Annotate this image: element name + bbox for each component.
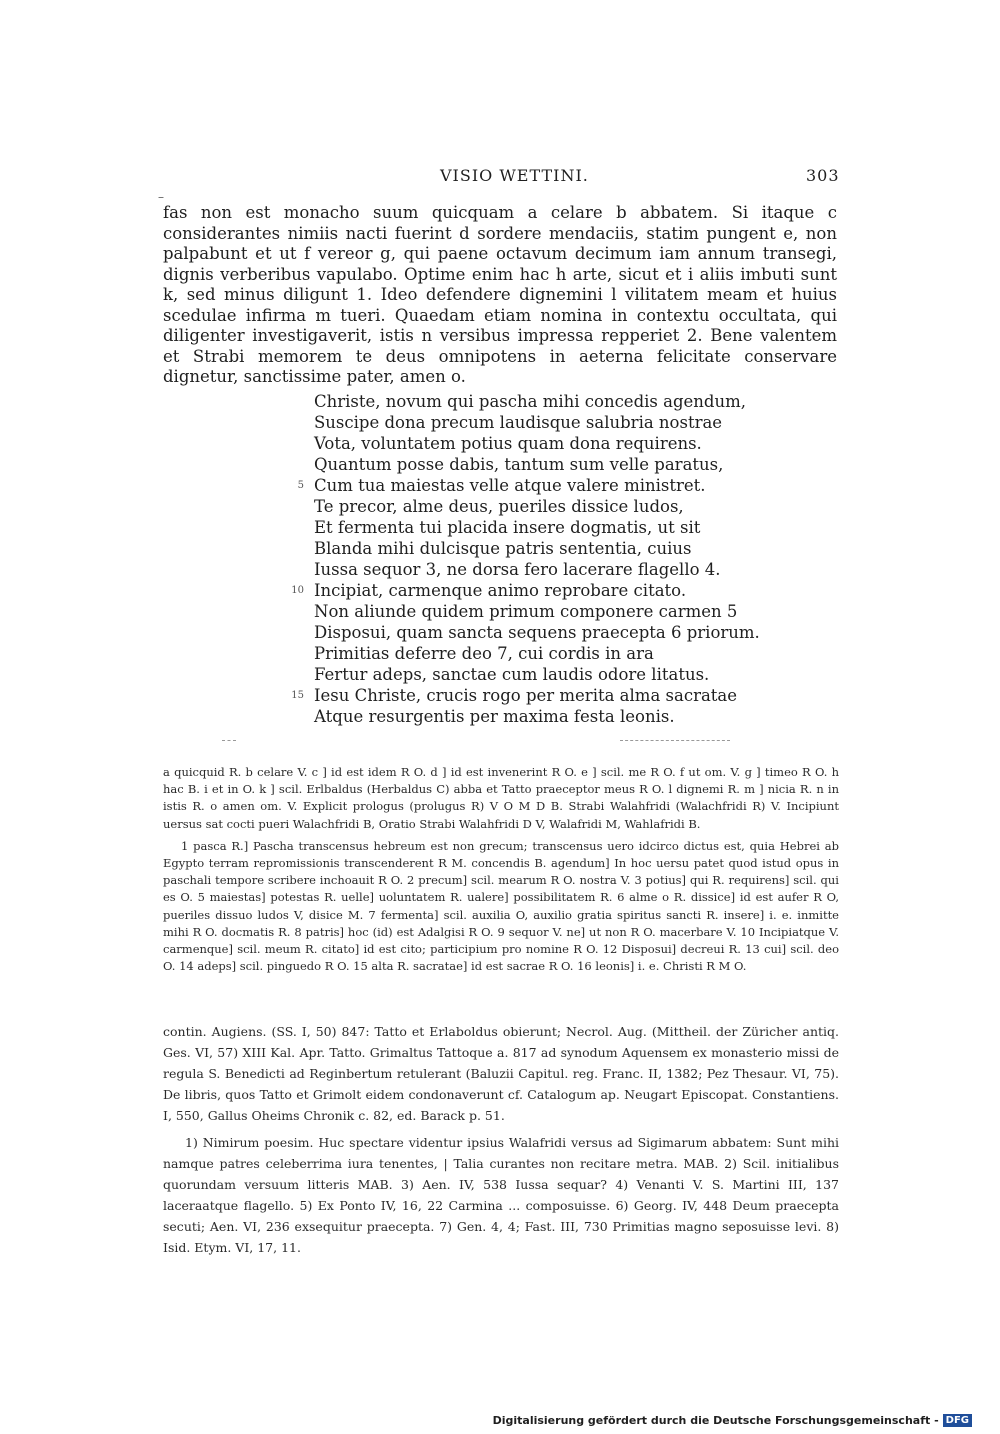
- verse-line: [297, 475, 760, 496]
- verse-line: [314, 454, 760, 475]
- verse-text: Incipiat, carmenque animo reprobare citato.: [314, 581, 687, 600]
- separator-rule: [222, 740, 236, 741]
- verse-text: Quantum posse dabis, tantum sum velle paratus,: [314, 455, 724, 474]
- verse-text: Disposui, quam sancta sequens praecepta 6 priorum.: [314, 623, 760, 642]
- verse-text: Christe, novum qui pascha mihi concedis agendum,: [314, 392, 746, 411]
- line-number: 5: [297, 480, 304, 491]
- footnote-references: 1) Nimirum poesim. Huc spectare videntur ipsius Walafridi versus ad Sigimarum abbatem: Sunt mihi namque patres celeberrima iura tenentes, | Talia curantes non recitare metra. MAB. 2) Scil. initialibus quorundam versuum litteris MAB. 3) Aen. IV, 538 Iussa sequar? 4) Venanti V. S. Martini III, 137 laceraatque flagello. 5) Ex Ponto IV, 16, 22 Carmina ... composuisse. 6) Georg. IV, 448 Deum praecepta secuti; Aen. VI, 236 exsequitur praecepta. 7) Gen. 4, 4; Fast. III, 730 Primitias magno seposuisse levi. 8) Isid. Etym. VI, 17, 11.: [163, 1135, 839, 1255]
- apparatus-glosses: 1 pasca R.] Pascha transcensus hebreum est non grecum; transcensus uero idcirco dictus est, quia Hebrei ab Egypto terram repromissionis transcenderent R M. concendis B. agendum] In hoc uersu patet quod istud opus in paschali tempore scribere inchoauit R O. 2 precum] scil. mearum R O. nostra V. 3 potius] qui R. requirens] scil. qui es O. 5 maiestas] potestas R. uelle] uoluntatem R. ualere] possibilitatem R. 6 alme o R. dissice] id est aufer R O, pueriles dissuo ludos V, disice M. 7 fermenta] scil. auxilia O, auxilio gratia spiritus sancti R. insere] i. e. inmitte mihi R O. docmatis R. 8 patris] hoc (id) est Adalgisi R O. 9 sequor V. ne] ut non R O. macerbare V. 10 Incipiatque V. carmenque] scil. meum R. citato] id est cito; participium pro nomine R O. 12 Disposui] decreui R. 13 cui] scil. deo O. 14 adeps] scil. pinguedo R O. 15 alta R. sacratae] id est sacrae R O. 16 leonis] i. e. Christi R M O.: [163, 838, 839, 974]
- verse-text: Iesu Christe, crucis rogo per merita alma sacratae: [314, 686, 738, 705]
- verse-line: [314, 496, 760, 517]
- line-number: 15: [291, 690, 304, 701]
- credit-text: Digitalisierung gefördert durch die Deutsche Forschungsgemeinschaft -: [492, 1414, 939, 1427]
- verse-text: Fertur adeps, sanctae cum laudis odore litatus.: [314, 665, 710, 684]
- verse-line: [291, 685, 760, 706]
- verse-text: Cum tua maiestas velle atque valere ministret.: [314, 476, 706, 495]
- verse-text: Suscipe dona precum laudisque salubria nostrae: [314, 413, 723, 432]
- digitization-credit: [493, 1414, 972, 1427]
- margin-mark: –: [158, 190, 164, 204]
- verse-block: [291, 391, 760, 727]
- page-title: VISIO WETTINI.: [440, 166, 589, 185]
- verse-text: Iussa sequor 3, ne dorsa fero lacerare flagello 4.: [314, 560, 721, 579]
- verse-text: Blanda mihi dulcisque patris sententia, cuius: [314, 539, 692, 558]
- prose-text: [163, 203, 837, 388]
- separator-rule: [620, 740, 730, 741]
- verse-text: Atque resurgentis per maxima festa leonis.: [314, 707, 675, 726]
- verse-line: [314, 706, 760, 727]
- verse-text: Et fermenta tui placida insere dogmatis, ut sit: [314, 518, 701, 537]
- verse-line: [314, 664, 760, 685]
- line-number: 10: [291, 585, 304, 596]
- verse-line: [314, 412, 760, 433]
- verse-line: [314, 559, 760, 580]
- verse-line: [314, 643, 760, 664]
- verse-line: [314, 601, 760, 622]
- verse-text: Vota, voluntatem potius quam dona requirens.: [314, 434, 702, 453]
- verse-text: Primitias deferre deo 7, cui cordis in ara: [314, 644, 654, 663]
- verse-line: [291, 580, 760, 601]
- verse-line: [314, 517, 760, 538]
- prose-paragraph: fas non est monacho suum quicquam a celare b abbatem. Si itaque c considerantes nimiis nacti fuerint d sordere mendaciis, statim pungent e, non palpabunt et ut f vereor g, qui paene octavum decimum iam annum transegi, dignis verberibus vapulabo. Optime enim hac h arte, sicut et i aliis imbuti sunt k, sed minus diligunt 1. Ideo defendere dignemini l vilitatem meam et huius scedulae infirma m tueri. Quaedam etiam nomina in contextu occultata, qui diligenter investigaverit, istis n versibus impressa repperiet 2. Bene valentem et Strabi memorem te deus omnipotens in aeterna felicitate conservare dignetur, sanctissime pater, amen o.: [163, 203, 837, 386]
- verse-line: [314, 391, 760, 412]
- page-number: 303: [806, 166, 840, 185]
- dfg-logo: DFG: [943, 1414, 972, 1427]
- critical-apparatus: [163, 764, 839, 975]
- verse-line: [314, 538, 760, 559]
- verse-text: Te precor, alme deus, pueriles dissice ludos,: [314, 497, 684, 516]
- verse-line: [314, 622, 760, 643]
- footnotes: [163, 1021, 839, 1258]
- footnote-continuation: contin. Augiens. (SS. I, 50) 847: Tatto et Erlaboldus obierunt; Necrol. Aug. (Mittheil. der Züricher antiq. Ges. VI, 57) XIII Kal. Apr. Tatto. Grimaltus Tattoque a. 817 ad synodum Aquensem ex monasterio missi de regula S. Benedicti ad Reginbertum retulerant (Baluzii Capitul. reg. Franc. II, 1382; Pez Thesaur. VI, 75). De libris, quos Tatto et Grimolt eidem condonaverunt cf. Catalogum ap. Neugart Episcopat. Constantiens. I, 550, Gallus Oheims Chronik c. 82, ed. Barack p. 51.: [163, 1024, 839, 1123]
- verse-line: [314, 433, 760, 454]
- apparatus-variants: a quicquid R. b celare V. c ] id est idem R O. d ] id est invenerint R O. e ] scil. me R O. f ut om. V. g ] timeo R O. h hac B. i et in O. k ] scil. Erlbaldus (Herbaldus C) abba et Tatto praeceptor meus R O. l dignemi R. m ] nicia R. n in istis R. o amen om. V. Explicit prologus (prolugus R) V O M D B. Strabi Walahfridi (Walachfridi R) V. Incipiunt uersus sat cocti pueri Walachfridi B, Oratio Strabi Walahfridi D V, Walafridi M, Wahlafridi B.: [163, 765, 839, 831]
- verse-text: Non aliunde quidem primum componere carmen 5: [314, 602, 738, 621]
